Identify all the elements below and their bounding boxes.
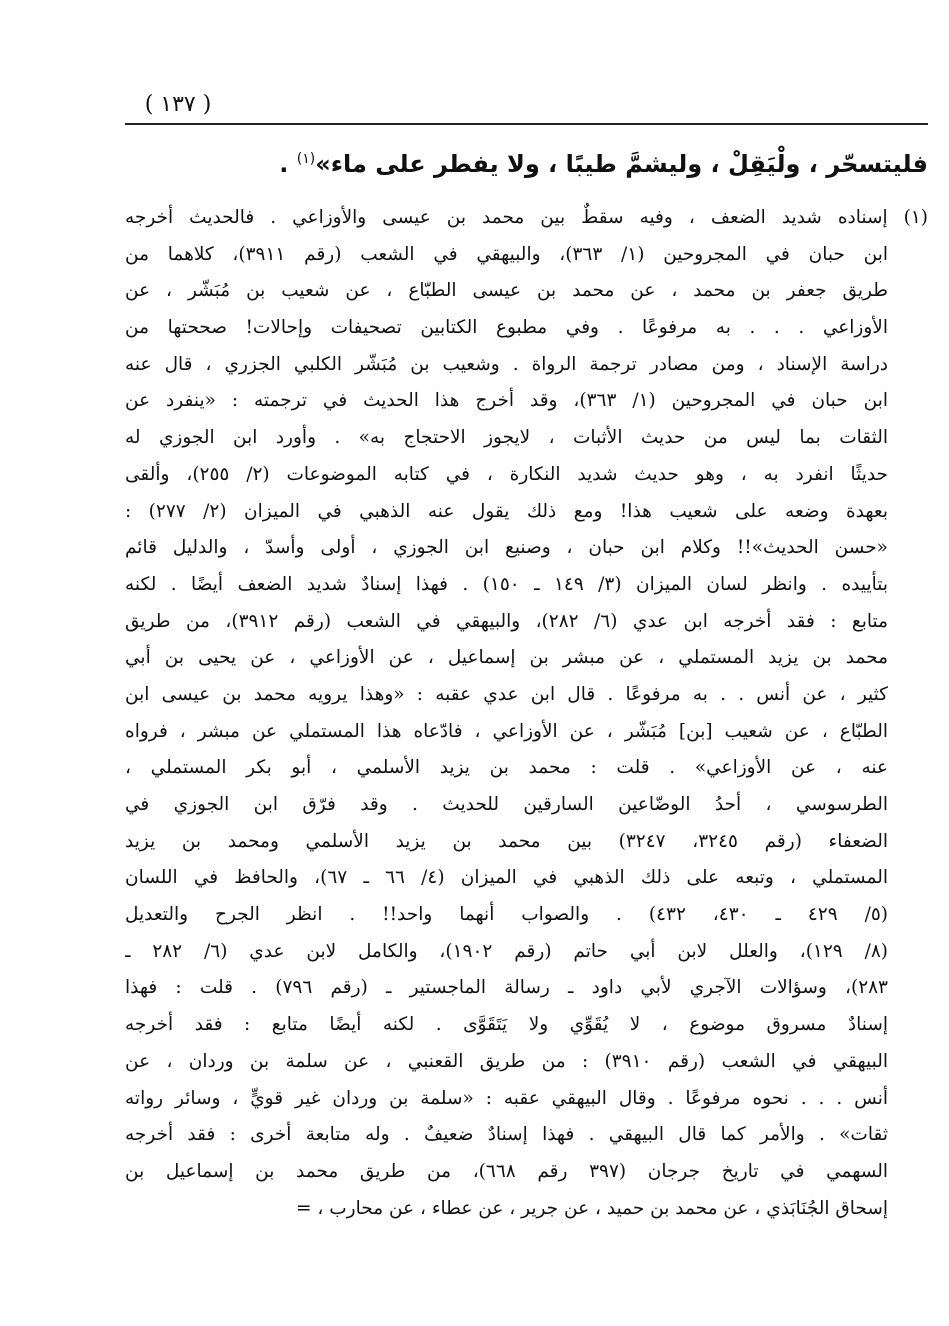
footnote-line: البيهقي في الشعب (رقم ٣٩١٠) : من طريق القعنبي ، عن سلمة بن وردان ، عن bbox=[125, 1050, 888, 1072]
footnote-line: «حسن الحديث»!! وكلام ابن حبان ، وصنيع ابن الجوزي ، أولى وأسدّ ، والدليل قائم bbox=[125, 537, 888, 559]
footnote-line: إسحاق الجُنَابَذي ، عن محمد بن حميد ، عن جرير ، عن عطاء ، عن محارب ، = bbox=[296, 1197, 888, 1219]
footnote-ref[interactable]: (١) bbox=[296, 151, 316, 167]
header-rule bbox=[125, 123, 928, 125]
footnote-line: طريق جعفر بن محمد ، عن محمد بن عيسى الطبّاع ، عن شعيب بن مُبَشّر ، عن bbox=[125, 280, 888, 302]
footnote-line: إسنادٌ مسروق موضوع ، لا يُقَوِّي ولا يَتَقَوَّى . لكنه أيضًا متابع : فقد أخرجه bbox=[125, 1014, 888, 1036]
page-number: ( ١٣٧ ) bbox=[144, 92, 212, 117]
main-text-end: . bbox=[279, 150, 297, 178]
footnote-line: الطرسوسي ، أحدُ الوضّاعين السارقين للحديث . وقد فرّق ابن الجوزي في bbox=[125, 794, 888, 815]
footnote-line: (٥/ ٤٢٩ ـ ٤٣٠، ٤٣٢) . والصواب أنهما واحد!! . انظر الجرح والتعديل bbox=[125, 904, 888, 926]
footnote-line: ابن حبان في المجروحين (١/ ٣٦٣)، والبيهقي في الشعب (رقم ٣٩١١)، كلاهما من bbox=[125, 243, 888, 265]
footnote-line: دراسة الإسناد ، ومن مصادر ترجمة الرواة . وشعيب بن مُبَشّر الكلبي الجزري ، قال عنه bbox=[125, 353, 888, 375]
footnote-line: ابن حبان في المجروحين (١/ ٣٦٣)، وقد أخرج هذا الحديث في ترجمته : «ينفرد عن bbox=[125, 390, 888, 412]
footnote-line: أنس . . . نحوه مرفوعًا . وقال البيهقي عقبه : «سلمة بن وردان غير قويٍّ ، وسائر رواته bbox=[125, 1087, 888, 1109]
footnote-line: ثقات» . والأمر كما قال البيهقي . فهذا إسنادٌ ضعيفٌ . وله متابعة أخرى : فقد أخرجه bbox=[125, 1124, 888, 1146]
footnote-line: (١) إسناده شديد الضعف ، وفيه سقطٌ بين محمد بن عيسى والأوزاعي . فالحديث أخرجه bbox=[125, 207, 928, 228]
footnote-line: متابع : فقد أخرجه ابن عدي (٦/ ٢٨٢)، والبيهقي في الشعب (رقم ٣٩١٢)، من طريق bbox=[125, 610, 889, 632]
footnote-line: كثير ، عن أنس . . به مرفوعًا . قال ابن عدي عقبه : «وهذا يرويه محمد بن عيسى ابن bbox=[125, 683, 888, 705]
main-text: فليتسحّر ، ولْيَقِلْ ، وليشمَّ طيبًا ، ولا يفطر على ماء»$^{(١)}$ . bbox=[279, 150, 928, 178]
footnote-line: ٢٨٣)، وسؤالات الآجري لأبي داود ـ رسالة الماجستير ـ (رقم ٧٩٦) . قلت : فهذا bbox=[125, 977, 888, 999]
footnote-line: الأوزاعي . . . به مرفوعًا . وفي مطبوع الكتابين تصحيفات وإحالات! صححتها من bbox=[125, 317, 888, 339]
main-text-body: فليتسحّر ، ولْيَقِلْ ، وليشمَّ طيبًا ، ولا يفطر على ماء bbox=[330, 150, 928, 178]
footnote-line: محمد بن يزيد المستملي ، عن مبشر بن إسماعيل ، عن الأوزاعي ، عن يحيى بن أبي bbox=[125, 647, 888, 669]
footnote-line: الضعفاء (رقم ٣٢٤٥، ٣٢٤٧) بين محمد بن يزيد الأسلمي ومحمد بن يزيد bbox=[125, 830, 888, 852]
footnote-line: عنه ، عن الأوزاعي» . قلت : محمد بن يزيد الأسلمي ، أبو بكر المستملي ، bbox=[125, 757, 888, 779]
footnote-line: الطبّاع ، عن شعيب [بن] مُبَشّر ، عن الأوزاعي ، فادّعاه هذا المستملي عن مبشر ، فرواه bbox=[125, 720, 888, 742]
footnote-line: بعهدة وضعه على شعيب هذا! ومع ذلك يقول عنه الذهبي في الميزان (٢/ ٢٧٧) : bbox=[125, 500, 888, 522]
footnote-line: (٨/ ١٢٩)، والعلل لابن أبي حاتم (رقم ١٩٠٢)، والكامل لابن عدي (٦/ ٢٨٢ ـ bbox=[125, 940, 889, 962]
footnote-line: بتأييده . وانظر لسان الميزان (٣/ ١٤٩ ـ ١٥٠) . فهذا إسنادٌ شديد الضعف أيضًا . لكنه bbox=[125, 573, 888, 595]
footnote-line: حديثًا انفرد به ، وهو حديث شديد النكارة ، في كتابه الموضوعات (٢/ ٢٥٥)، وألقى bbox=[125, 463, 888, 485]
footnote-line: المستملي ، وتبعه على ذلك الذهبي في الميزان (٤/ ٦٦ ـ ٦٧)، والحافظ في اللسان bbox=[125, 867, 888, 889]
footnotes bbox=[125, 200, 928, 1227]
footnote-line: السهمي في تاريخ جرجان (٣٩٧ رقم ٦٦٨)، من طريق محمد بن إسماعيل بن bbox=[125, 1160, 888, 1182]
footnote-line: الثقات بما ليس من حديث الأثبات ، لايجوز الاحتجاج به» . وأورد ابن الجوزي له bbox=[125, 427, 888, 449]
